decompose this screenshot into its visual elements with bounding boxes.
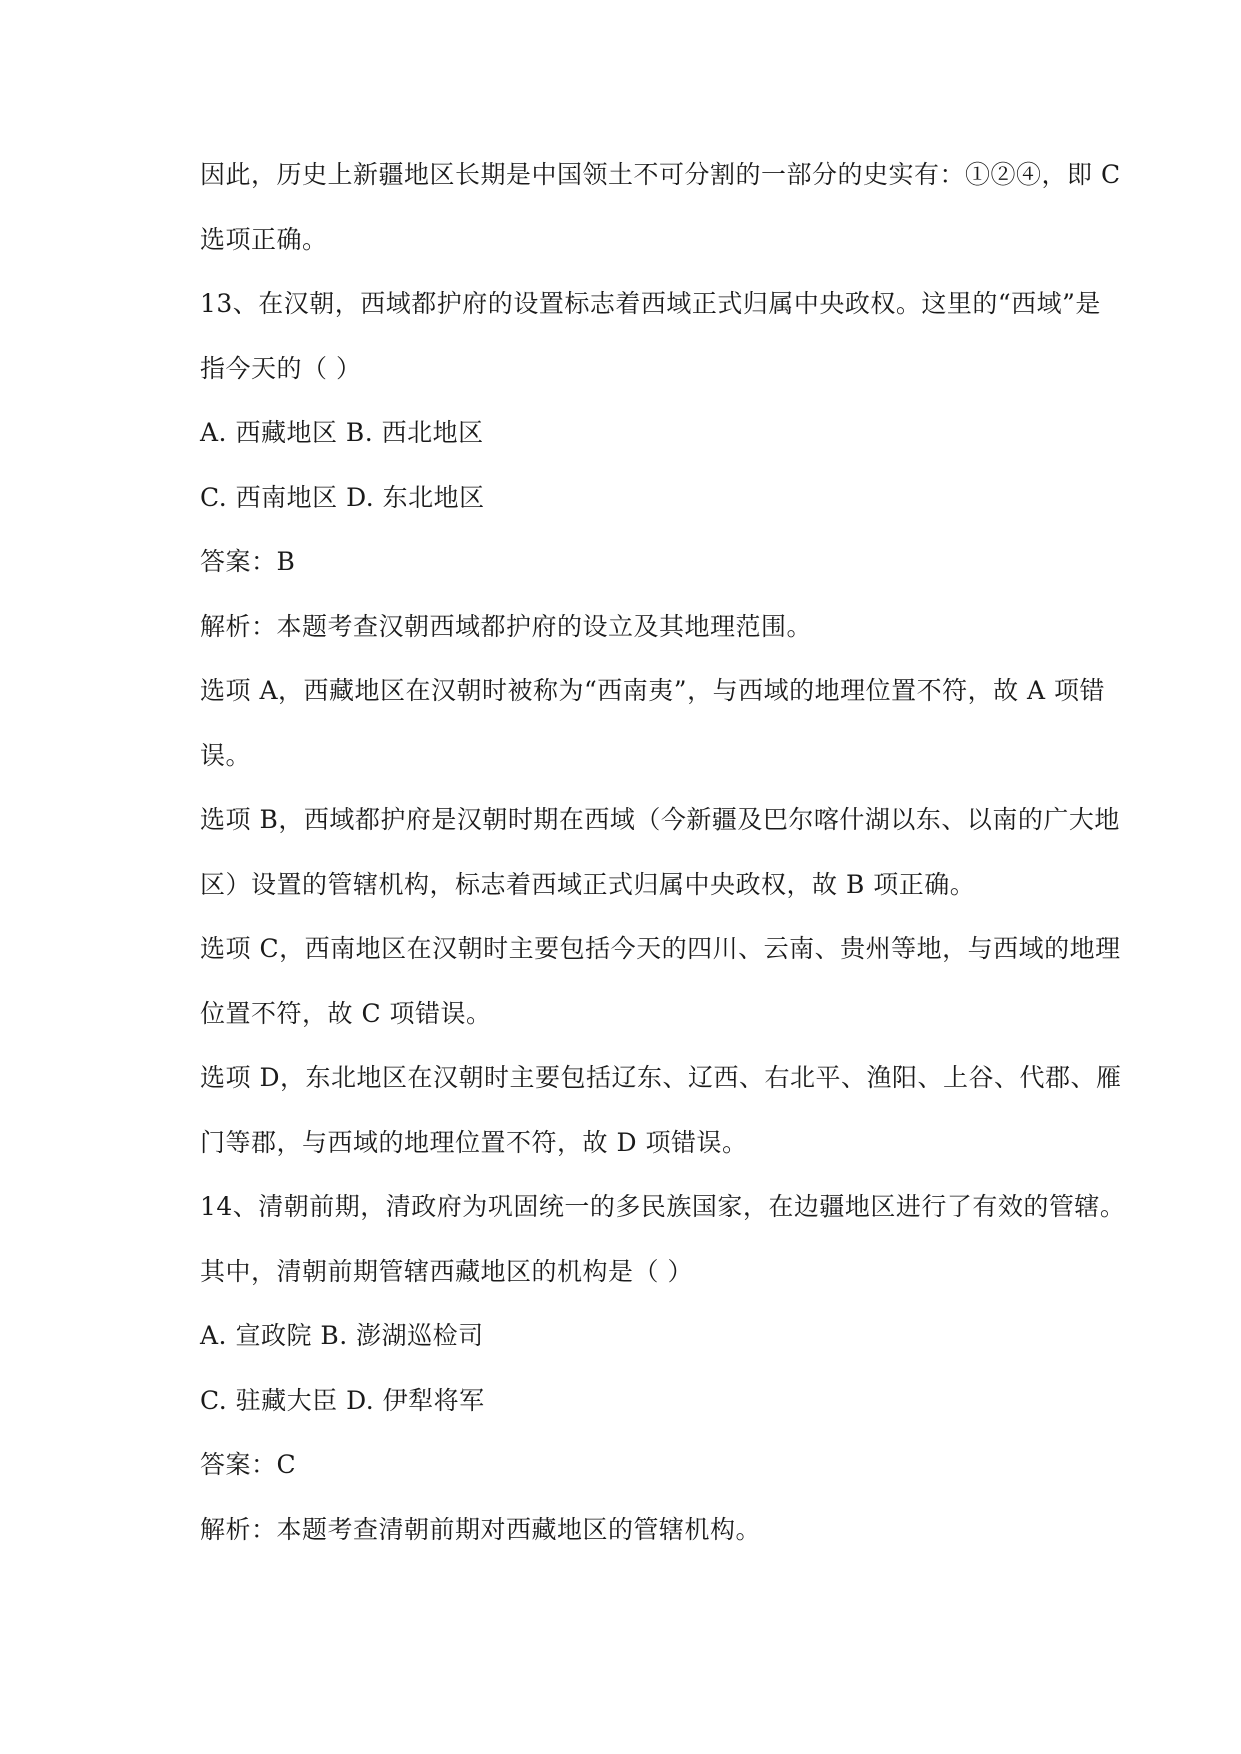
question-13-stem: 13、在汉朝，西域都护府的设置标志着西域正式归属中央政权。这里的“西域”是	[200, 289, 1101, 318]
question-13-options: C. 西南地区 D. 东北地区	[200, 482, 485, 512]
question-13-options: A. 西藏地区 B. 西北地区	[200, 418, 484, 447]
text-line: 因此，历史上新疆地区长期是中国领土不可分割的一部分的史实有：①②④，即 C	[200, 160, 1121, 189]
question-13-analysis: 解析：本题考查汉朝西域都护府的设立及其地理范围。	[200, 611, 813, 641]
text-line: 选项 C，西南地区在汉朝时主要包括今天的四川、云南、贵州等地，与西域的地理	[200, 934, 1121, 963]
text-line: 选项 B，西域都护府是汉朝时期在西域（今新疆及巴尔喀什湖以东、以南的广大地	[200, 805, 1120, 834]
text-line: 选项正确。	[200, 224, 328, 254]
text-line: 位置不符，故 C 项错误。	[200, 998, 492, 1028]
question-13-stem: 指今天的（ ）	[200, 353, 362, 383]
question-14-analysis: 解析：本题考查清朝前期对西藏地区的管辖机构。	[200, 1514, 762, 1544]
text-line: 区）设置的管辖机构，标志着西域正式归属中央政权，故 B 项正确。	[200, 869, 976, 899]
question-14-options: A. 宣政院 B. 澎湖巡检司	[200, 1321, 484, 1350]
text-line: 选项 D，东北地区在汉朝时主要包括辽东、辽西、右北平、渔阳、上谷、代郡、雁	[200, 1063, 1122, 1092]
question-14-options: C. 驻藏大臣 D. 伊犁将军	[200, 1385, 485, 1415]
document-page	[200, 143, 1126, 1562]
text-line: 选项 A，西藏地区在汉朝时被称为“西南夷”，与西域的地理位置不符，故 A 项错	[200, 676, 1106, 705]
question-13-answer: 答案：B	[200, 547, 296, 576]
question-14-answer: 答案：C	[200, 1450, 297, 1479]
text-line: 门等郡，与西域的地理位置不符，故 D 项错误。	[200, 1127, 748, 1157]
question-14-stem: 14、清朝前期，清政府为巩固统一的多民族国家，在边疆地区进行了有效的管辖。	[200, 1192, 1126, 1221]
question-14-stem: 其中，清朝前期管辖西藏地区的机构是（ ）	[200, 1256, 693, 1286]
text-line: 误。	[200, 740, 252, 770]
